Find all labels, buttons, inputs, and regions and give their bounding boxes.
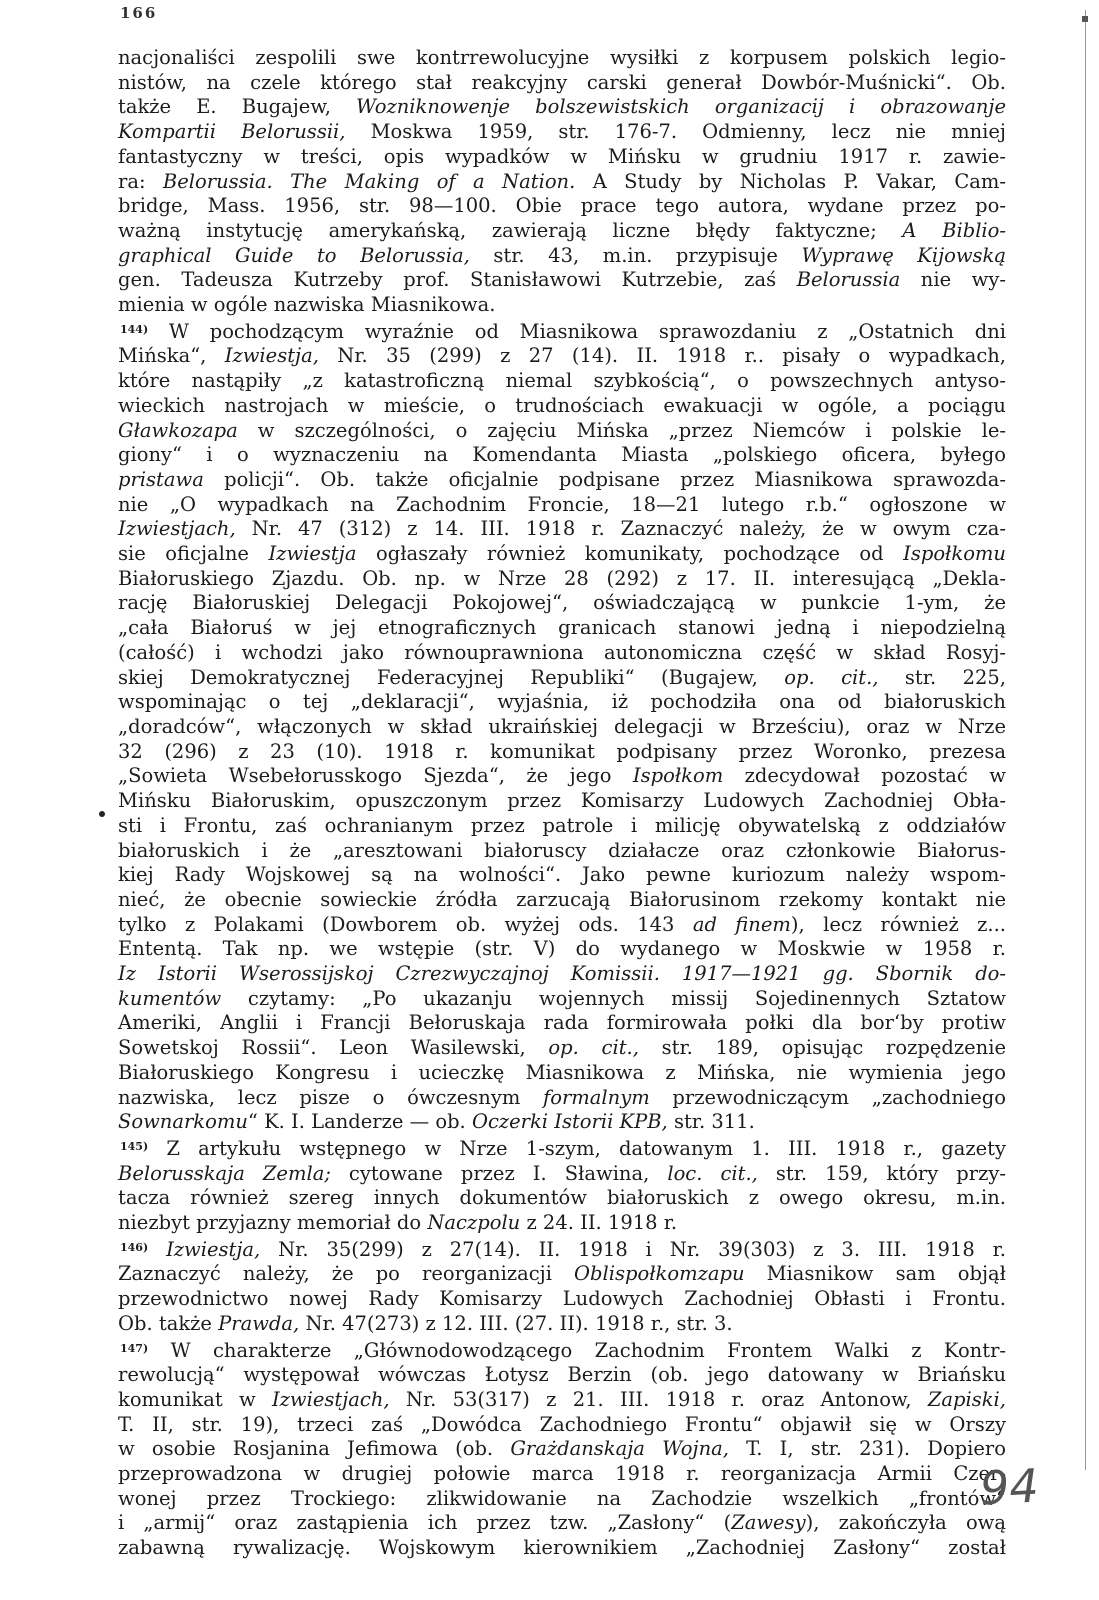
italic-title: Belorussia. The Making of a Nation. <box>162 169 576 193</box>
text-line <box>118 1162 1006 1187</box>
footnote-number: 144) <box>120 322 149 336</box>
italic-title: Iz Istorii Wserossijskoj Czrezwyczajnoj Komissii. 1917—1921 gg. Sbornik do- <box>118 962 1006 986</box>
text-line <box>118 369 1006 394</box>
text-run: sti i Frontu, zaś ochranianym przez patrole i milicję obywatelską z oddziałów <box>118 813 1006 837</box>
text-run: tacza również szereg innych dokumentów białoruskich z owego okresu, m.in. <box>118 1186 1006 1210</box>
page-number: 166 <box>120 4 158 22</box>
text-run: czytamy: „Po ukazanju wojennych missij Sojedinennych Sztatow <box>221 986 1006 1010</box>
text-run: z 24. II. 1918 r. <box>520 1211 678 1235</box>
handwritten-page-number: 94 <box>978 1458 1040 1516</box>
italic-title: Ispołkomu <box>903 542 1006 566</box>
italic-title: Zapiski, <box>927 1387 1006 1411</box>
italic-title: op. cit., <box>784 665 879 689</box>
text-run: str. 43, m.in. przypisuje <box>469 243 802 267</box>
text-line <box>118 293 1006 318</box>
footnote-first-line <box>118 1236 1006 1263</box>
text-run: fantastyczny w treści, opis wypadków w Mińsku w grudniu 1917 r. zawie- <box>118 144 1006 168</box>
italic-title: Kompartii Belorussii, <box>118 120 346 144</box>
italic-title: Izwiestjach, <box>118 517 236 541</box>
text-run: str. 311. <box>667 1110 755 1134</box>
margin-dot <box>99 811 105 817</box>
text-line <box>118 1110 1006 1135</box>
text-run: ważną instytucję amerykańską, zawierają liczne błędy faktyczne; <box>118 218 903 242</box>
text-line <box>118 419 1006 444</box>
text-run: 32 (296) z 23 (10). 1918 r. komunikat podpisany przez Woronko, prezesa <box>118 739 1006 763</box>
text-run: Nr. 53(317) z 21. III. 1918 r. oraz Antonow, <box>389 1387 928 1411</box>
text-line <box>118 690 1006 715</box>
text-run: W charakterze „Głównodowodzącego Zachodnim Frontem Walki z Kontr- <box>148 1338 1006 1362</box>
italic-title: Belorusskaja Zemla; <box>118 1161 331 1185</box>
italic-title: Sownarkomu <box>118 1110 248 1134</box>
text-line <box>118 120 1006 145</box>
text-line <box>118 517 1006 542</box>
text-run: ogłaszały również komunikaty, pochodzące od <box>356 542 904 566</box>
text-run: tylko z Polakami (Dowborem ob. wyżej ods. 143 <box>118 912 693 936</box>
italic-title: Grażdanskaja Wojna, <box>510 1437 729 1461</box>
text-line <box>118 1388 1006 1413</box>
text-line <box>118 987 1006 1012</box>
text-line <box>118 814 1006 839</box>
text-line <box>118 145 1006 170</box>
text-line <box>118 1437 1006 1462</box>
text-line <box>118 268 1006 293</box>
text-line <box>118 1363 1006 1388</box>
text-line <box>118 1061 1006 1086</box>
text-line <box>118 1262 1006 1287</box>
italic-title: Zawesy <box>731 1511 806 1535</box>
footnote-number: 147) <box>120 1341 149 1355</box>
text-run: Ob. także <box>118 1311 219 1335</box>
text-run: przewodniczącym „zachodniego <box>649 1085 1006 1109</box>
text-run: i „armij“ oraz zastąpienia ich przez tzw. „Zasłony“ ( <box>118 1511 732 1535</box>
text-run: nieć, że obecnie sowieckie źródła zarzucają Białorusinom rzekomy kontakt nie <box>118 887 1006 911</box>
text-run: komunikat w <box>118 1387 272 1411</box>
text-run: A Study by Nicholas P. Vakar, Cam- <box>575 169 1007 193</box>
text-line <box>118 1536 1006 1561</box>
italic-title: pristawa <box>118 467 204 491</box>
text-run: przewodnictwo nowej Rady Komisarzy Ludowych Zachodniej Obłasti i Frontu. <box>118 1287 1006 1311</box>
italic-title: Izwiestja <box>268 542 357 566</box>
text-run: nistów, na czele którego stał reakcyjny carski generał Dowbór-Muśnicki“. Ob. <box>118 70 1006 94</box>
footnote-first-line <box>118 1337 1006 1364</box>
text-line <box>118 1287 1006 1312</box>
italic-title: Ispołkom <box>632 764 724 788</box>
text-line <box>118 194 1006 219</box>
footnote-first-line <box>118 1135 1006 1162</box>
italic-title: Gławkozapa <box>118 418 238 442</box>
text-line <box>118 1036 1006 1061</box>
text-run: Mińska“, <box>118 344 225 368</box>
text-line <box>118 567 1006 592</box>
text-run: gen. Tadeusza Kutrzeby prof. Stanisławowi Kutrzebie, zaś <box>118 268 797 292</box>
footnote-number: 146) <box>120 1240 149 1254</box>
footnotes-text-block <box>118 46 1006 1561</box>
text-line <box>118 170 1006 195</box>
text-run: T. II, str. 19), trzeci zaś „Dowódca Zachodniego Frontu“ objawił się w Orszy <box>118 1412 1006 1436</box>
text-run: „Sowieta Wsebełorusskogo Sjezda“, że jego <box>118 764 633 788</box>
text-run: Białoruskiego Zjazdu. Ob. np. w Nrze 28 (292) z 17. II. interesującą „Dekla- <box>118 566 1006 590</box>
text-line <box>118 1511 1006 1536</box>
text-run: ra: <box>118 169 163 193</box>
text-run: Z artykułu wstępnego w Nrze 1-szym, datowanym 1. III. 1918 r., gazety <box>148 1136 1006 1160</box>
text-line <box>118 764 1006 789</box>
text-run: przeprowadzona w drugiej połowie marca 1918 r. reorganizacja Armii Czer- <box>118 1462 1006 1486</box>
text-run: T. I, str. 231). Dopiero <box>728 1437 1006 1461</box>
text-run: nacjonaliści zespolili swe kontrrewolucyjne wysiłki z korpusem polskich legio- <box>118 46 1006 69</box>
text-run: Białoruskiego Kongresu i ucieczkę Miasnikowa z Mińska, nie wymienia jego <box>118 1060 1006 1084</box>
footnote-number: 145) <box>120 1139 149 1153</box>
text-line <box>118 1462 1006 1487</box>
text-run: Zaznaczyć należy, że po reorganizacji <box>118 1262 575 1286</box>
text-line <box>118 913 1006 938</box>
text-line <box>118 1312 1006 1337</box>
text-line <box>118 715 1006 740</box>
text-run: rewolucją“ występował wówczas Łotysz Berzin (ob. jego datowany w Briańsku <box>118 1363 1006 1387</box>
text-run: nazwiska, lecz pisze o ówczesnym <box>118 1085 544 1109</box>
text-run: nie „O wypadkach na Zachodnim Froncie, 18—21 lutego r.b.“ ogłoszone w <box>118 492 1006 516</box>
text-run: Ameriki, Anglii i Francji Bełoruskaja rada formirowała połki dla bor‘by protiw <box>118 1011 1006 1035</box>
italic-title: loc. cit., <box>667 1161 758 1185</box>
text-run: mienia w ogóle nazwiska Miasnikowa. <box>118 293 496 317</box>
text-run: Nr. 47(273) z 12. III. (27. II). 1918 r., str. 3. <box>299 1311 733 1335</box>
text-run: str. 225, <box>878 665 1006 689</box>
text-line <box>118 244 1006 269</box>
text-run: cytowane przez I. Sławina, <box>330 1161 668 1185</box>
text-run: bridge, Mass. 1956, str. 98—100. Obie prace tego autora, wydane przez po- <box>118 194 1006 218</box>
text-run: str. 159, który przy- <box>757 1161 1006 1185</box>
italic-title: op. cit., <box>548 1036 639 1060</box>
italic-title: graphical Guide to Belorussia, <box>118 243 470 267</box>
text-run: “ K. I. Landerze — ob. <box>247 1110 472 1134</box>
text-run: wspominając o tej „deklaracji“, wyjaśnia, iż pochodziła ona od białoruskich <box>118 690 1006 714</box>
text-run: kiej Rady Wojskowej są na wolności“. Jako pewne kuriozum należy wspom- <box>118 863 1006 887</box>
text-run: Nr. 35(299) z 27(14). II. 1918 i Nr. 39(303) z 3. III. 1918 r. <box>260 1237 1006 1261</box>
text-run: wieckich nastrojach w mieście, o trudnościach ewakuacji w ogóle, a pociągu <box>118 393 1006 417</box>
text-run: Mińsku Białoruskim, opuszczonym przez Komisarzy Ludowych Zachodniej Obła- <box>118 789 1006 813</box>
text-line <box>118 1186 1006 1211</box>
text-run: policji“. Ob. także oficjalnie podpisane przez Miasnikowa sprawozda- <box>203 467 1006 491</box>
text-run: Sowetskoj Rossii“. Leon Wasilewski, <box>118 1036 549 1060</box>
text-run: nie wy- <box>900 268 1006 292</box>
text-line <box>118 666 1006 691</box>
italic-title: Naczpolu <box>427 1211 521 1235</box>
text-line <box>118 591 1006 616</box>
text-run: skiej Demokratycznej Federacyjnej Republiki“ (Bugajew, <box>118 665 785 689</box>
text-run: sie oficjalne <box>118 542 269 566</box>
text-run: „cała Białoruś w jej etnograficznych granicach stanowi jedną i niepodzielną <box>118 616 1006 640</box>
text-line <box>118 95 1006 120</box>
text-run: giony“ i o wyznaczeniu na Komendanta Miasta „polskiego oficera, byłego <box>118 443 1006 467</box>
text-line <box>118 641 1006 666</box>
text-line <box>118 542 1006 567</box>
italic-title: ad finem <box>692 912 791 936</box>
italic-title: Belorussia <box>796 268 901 292</box>
italic-title: Oczerki Istorii KPB, <box>471 1110 668 1134</box>
text-line <box>118 740 1006 765</box>
text-line <box>118 1086 1006 1111</box>
text-run: zabawną rywalizację. Wojskowym kierownikiem „Zachodniej Zasłony“ został <box>118 1536 1006 1560</box>
italic-title: kumentów <box>118 986 222 1010</box>
text-line <box>118 1211 1006 1236</box>
text-line <box>118 1413 1006 1438</box>
italic-title: A Biblio- <box>902 218 1006 242</box>
text-line <box>118 46 1006 71</box>
text-line <box>118 219 1006 244</box>
binding-edge-mark <box>1082 16 1088 22</box>
text-run: Ententą. Tak np. we wstępie (str. V) do wydanego w Moskwie w 1958 r. <box>118 937 1006 961</box>
text-line <box>118 839 1006 864</box>
text-run: zdecydował pozostać w <box>723 764 1006 788</box>
text-run: Nr. 35 (299) z 27 (14). II. 1918 r.. pisały o wypadkach, <box>318 344 1006 368</box>
text-run: ), zakończyła ową <box>805 1511 1006 1535</box>
text-run: które nastąpiły „z katastroficzną niemal szybkością“, o powszechnych antyso- <box>118 369 1006 393</box>
text-run: str. 189, opisując rozpędzenie <box>638 1036 1006 1060</box>
italic-title: Wyprawę Kijowską <box>801 243 1006 267</box>
text-run: niezbyt przyjazny memoriał do <box>118 1211 428 1235</box>
text-line <box>118 863 1006 888</box>
text-run: także E. Bugajew, <box>118 95 357 119</box>
text-run: Miasnikow sam objął <box>744 1262 1006 1286</box>
text-run: W pochodzącym wyraźnie od Miasnikowa sprawozdaniu z „Ostatnich dni <box>148 319 1006 343</box>
text-line <box>118 888 1006 913</box>
text-run: w szczególności, o zajęciu Mińska „przez Niemców i polskie le- <box>237 418 1006 442</box>
text-run: Nr. 47 (312) z 14. III. 1918 r. Zaznaczyć należy, że w owym cza- <box>235 517 1006 541</box>
text-run: (całość) i wchodzi jako równouprawniona autonomiczna część w skład Rosyj- <box>118 640 1006 664</box>
text-line <box>118 616 1006 641</box>
italic-title: Izwiestjach, <box>271 1387 390 1411</box>
text-line <box>118 962 1006 987</box>
text-run: „doradców“, włączonych w skład ukraińskiej delegacji w Brześciu), oraz w Nrze <box>118 714 1006 738</box>
italic-title: formalnym <box>543 1085 650 1109</box>
text-run <box>148 1238 166 1261</box>
footnote-first-line <box>118 318 1006 345</box>
italic-title: Izwiestja, <box>224 344 319 368</box>
text-run: ), lecz również z... <box>790 912 1007 936</box>
text-line <box>118 789 1006 814</box>
text-line <box>118 344 1006 369</box>
text-run: białoruskich i że „aresztowani białoruscy działacze oraz członkowie Białorus- <box>118 838 1006 862</box>
text-run: rację Białoruskiej Delegacji Pokojowej“, oświadczającą w punkcie 1-ym, że <box>118 591 1006 615</box>
italic-title: Oblispołkomzapu <box>574 1262 745 1286</box>
italic-title: Prawda, <box>218 1311 300 1335</box>
text-run: wonej przez Trockiego: zlikwidowanie na Zachodzie wszelkich „frontów“ <box>118 1486 1006 1510</box>
italic-title: Wozniknowenje bolszewistskich organizacij i obrazowanje <box>356 95 1007 119</box>
text-run: Moskwa 1959, str. 176-7. Odmienny, lecz nie mniej <box>345 120 1006 144</box>
text-line <box>118 493 1006 518</box>
text-line <box>118 1011 1006 1036</box>
italic-title: Izwiestja, <box>166 1237 261 1261</box>
text-line <box>118 937 1006 962</box>
text-line <box>118 1487 1006 1512</box>
text-line <box>118 443 1006 468</box>
binding-edge-line <box>1085 10 1086 1470</box>
text-line <box>118 468 1006 493</box>
text-line <box>118 71 1006 96</box>
text-line <box>118 394 1006 419</box>
text-run: w osobie Rosjanina Jefimowa (ob. <box>118 1437 511 1461</box>
